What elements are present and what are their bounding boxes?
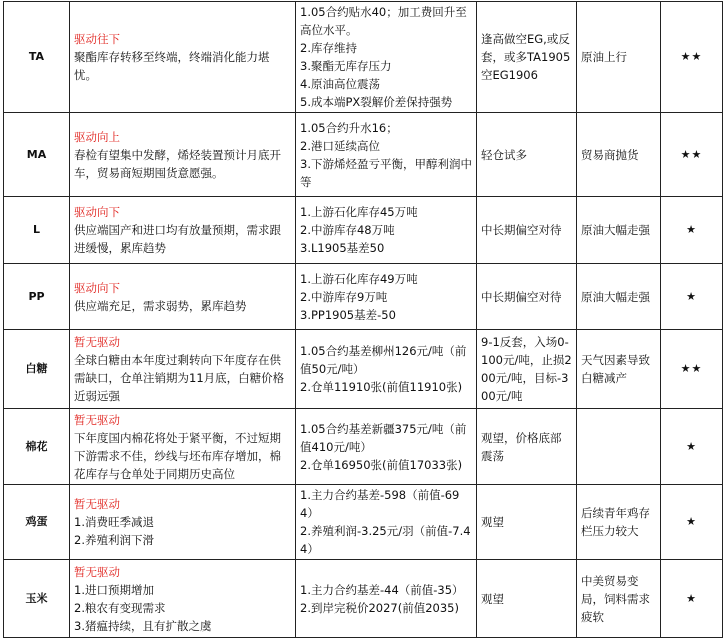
factors-cell (296, 330, 477, 409)
driver-cell (70, 330, 296, 409)
factor-item: 2.仓单11910张(前值11910张) (300, 380, 463, 394)
table-row (4, 2, 723, 113)
risk-note-cell: 原油上行 (577, 2, 661, 113)
driver-cell (70, 2, 296, 113)
factors-cell (296, 409, 477, 485)
factor-list (300, 420, 472, 474)
commodity-name: L (4, 197, 70, 264)
risk-note-cell: 贸易商抛货 (577, 113, 661, 197)
driver-description (74, 429, 291, 483)
description-line: 春检有望集中发酵，烯烃装置预计月底开车，贸易商短期囤货意愿强。 (74, 147, 281, 180)
description-line: 1.进口预期增加 (74, 582, 154, 597)
description-line: 2.养殖利润下滑 (74, 533, 154, 547)
description-line: 全球白糖由本年度过剩转向下年度存在供需缺口，仓单注销期为11月底，白糖价格近弱远强 (74, 353, 285, 403)
commodity-name: 玉米 (4, 560, 70, 638)
factor-item: 1.主力合约基差-44（前值-35） (300, 582, 464, 597)
rating-stars: ★★ (661, 330, 723, 409)
factor-item: 1.主力合约基差-598（前值-694） (300, 488, 460, 520)
factor-item: 1.05合约基差柳州126元/吨（前值50元/吨） (300, 344, 467, 376)
rating-stars: ★ (661, 409, 723, 485)
factor-list (300, 203, 472, 257)
driver-label: 暂无驱动 (74, 412, 120, 427)
description-line: 下年度国内棉花将处于紧平衡，不过短期下游需求不佳，纱线与坯布库存增加，棉花库存与仓单处于同期历史高位 (74, 430, 281, 481)
rating-stars: ★ (661, 485, 723, 560)
factor-list (300, 342, 472, 396)
driver-label: 暂无驱动 (74, 335, 120, 349)
rating-stars: ★ (661, 197, 723, 264)
driver-cell (70, 485, 296, 560)
strategy-cell: 观望 (477, 485, 577, 560)
strategy-cell: 中长期偏空对待 (477, 197, 577, 264)
factor-list (300, 486, 472, 558)
driver-label: 驱动向上 (74, 129, 120, 144)
table-row (4, 485, 723, 560)
driver-cell (70, 113, 296, 197)
factor-item: 3.聚酯无库存压力 (300, 59, 392, 73)
driver-cell (70, 409, 296, 485)
factor-item: 2.中游库存48万吨 (300, 223, 395, 237)
table-row (4, 197, 723, 264)
factor-item: 2.养殖利润-3.25元/羽（前值-7.44） (300, 524, 471, 556)
table-row (4, 560, 723, 638)
driver-label: 驱动往下 (74, 32, 120, 46)
description-line: 2.粮农有变现需求 (74, 600, 166, 615)
driver-description (74, 581, 291, 635)
factor-item: 3.L1905基差50 (300, 241, 385, 255)
commodity-name: 鸡蛋 (4, 485, 70, 560)
commodity-name: 白糖 (4, 330, 70, 409)
factor-item: 1.上游石化库存45万吨 (300, 205, 418, 219)
risk-note-cell: 原油大幅走强 (577, 197, 661, 264)
factors-cell (296, 560, 477, 638)
factor-item: 3.下游烯烃盈亏平衡，甲醇利润中等 (300, 156, 472, 189)
commodity-name: TA (4, 2, 70, 113)
factor-item: 4.原油高位震荡 (300, 77, 380, 91)
factors-cell (296, 197, 477, 264)
commodity-name: 棉花 (4, 409, 70, 485)
rating-stars: ★ (661, 560, 723, 638)
driver-cell (70, 197, 296, 264)
risk-note-cell: 天气因素导致白糖减产 (577, 330, 661, 409)
risk-note-cell: 中美贸易变局，饲料需求疲软 (577, 560, 661, 638)
factor-item: 1.05合约贴水40；加工费回升至高位水平。 (300, 5, 467, 37)
strategy-cell: 观望，价格底部震荡 (477, 409, 577, 485)
commodity-name: MA (4, 113, 70, 197)
driver-description (74, 351, 291, 405)
table-row (4, 409, 723, 485)
driver-label: 暂无驱动 (74, 564, 120, 579)
strategy-cell: 观望 (477, 560, 577, 638)
driver-description (74, 48, 291, 84)
factors-cell (296, 264, 477, 330)
factor-item: 1.上游石化库存49万吨 (300, 271, 418, 286)
driver-label: 驱动向下 (74, 205, 120, 219)
factor-item: 2.仓单16950张(前值17033张) (300, 457, 463, 472)
driver-cell (70, 560, 296, 638)
description-line: 聚酯库存转移至终端，终端消化能力堪忧。 (74, 50, 270, 82)
risk-note-cell (577, 409, 661, 485)
driver-description (74, 221, 291, 257)
factor-list (300, 119, 472, 191)
table-row (4, 113, 723, 197)
driver-description (74, 146, 291, 182)
rating-stars: ★★ (661, 113, 723, 197)
driver-description (74, 513, 291, 549)
description-line: 供应端充足，需求弱势，累库趋势 (74, 298, 247, 313)
strategy-cell: 中长期偏空对待 (477, 264, 577, 330)
factor-item: 1.05合约基差新疆375元/吨（前值410元/吨） (300, 421, 467, 454)
description-line: 3.猪瘟持续，且有扩散之虞 (74, 618, 212, 633)
strategy-cell: 逢高做空EG,或反套，或多TA1905空EG1906 (477, 2, 577, 113)
driver-cell (70, 264, 296, 330)
factors-cell (296, 113, 477, 197)
risk-note-cell: 后续青年鸡存栏压力较大 (577, 485, 661, 560)
driver-description (74, 297, 291, 315)
table-row (4, 330, 723, 409)
rating-stars: ★ (661, 264, 723, 330)
description-line: 1.消费旺季减退 (74, 515, 154, 529)
risk-note-cell: 原油大幅走强 (577, 264, 661, 330)
factor-list (300, 581, 472, 617)
factor-list (300, 3, 472, 111)
description-line: 供应端国产和进口均有放量预期，需求跟进缓慢，累库趋势 (74, 223, 281, 255)
factors-cell (296, 2, 477, 113)
factor-item: 2.库存维持 (300, 41, 357, 55)
strategy-cell: 9-1反套，入场0-100元/吨，止损200元/吨，目标-300元/吨 (477, 330, 577, 409)
driver-label: 驱动向下 (74, 280, 120, 295)
factor-list (300, 270, 472, 324)
factor-item: 2.到岸完税价2027(前值2035) (300, 600, 459, 615)
rating-stars: ★★ (661, 2, 723, 113)
factor-item: 1.05合约升水16； (300, 120, 398, 135)
factor-item: 3.PP1905基差-50 (300, 307, 396, 322)
factors-cell (296, 485, 477, 560)
factor-item: 5.成本端PX裂解价差保持强势 (300, 95, 453, 109)
driver-label: 暂无驱动 (74, 497, 120, 511)
commodity-name: PP (4, 264, 70, 330)
commodity-table (3, 1, 723, 638)
factor-item: 2.港口延续高位 (300, 138, 380, 153)
strategy-cell: 轻仓试多 (477, 113, 577, 197)
table-row (4, 264, 723, 330)
factor-item: 2.中游库存9万吨 (300, 289, 388, 304)
